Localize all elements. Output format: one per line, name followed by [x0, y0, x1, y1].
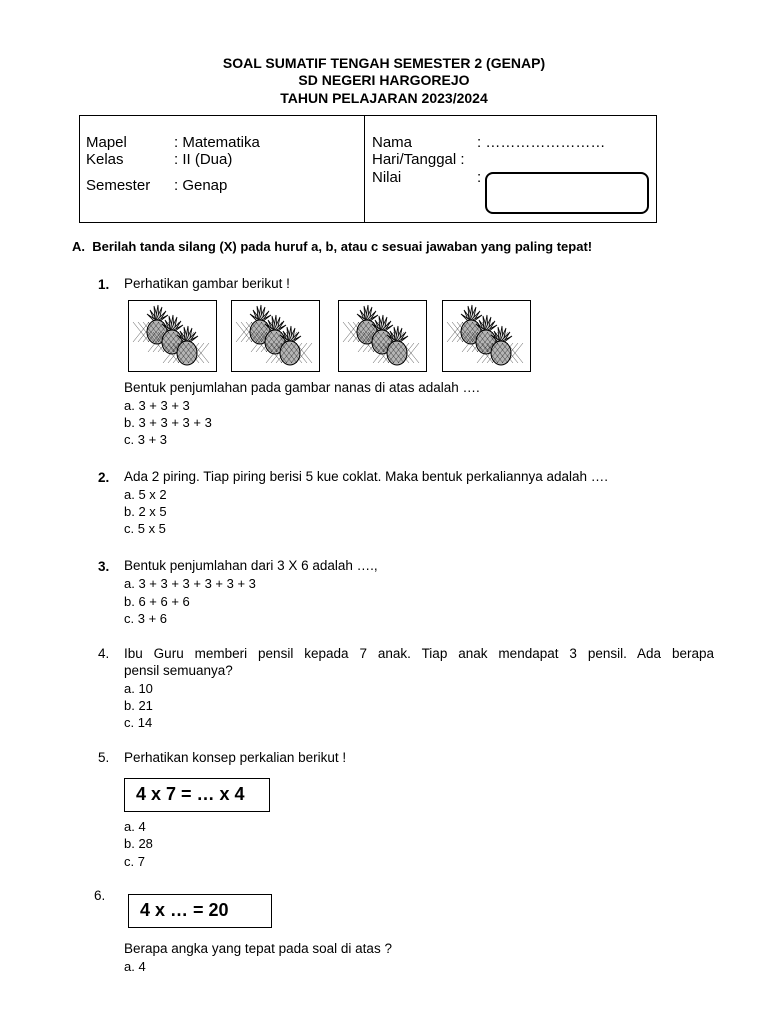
- question-2-text: Ada 2 piring. Tiap piring berisi 5 kue coklat. Maka bentuk perkaliannya adalah ….: [124, 469, 609, 484]
- question-2-number: 2.: [98, 470, 110, 485]
- nama-field[interactable]: : ……………………: [477, 134, 606, 151]
- section-instruction: [72, 239, 592, 254]
- option-5b[interactable]: b. 28: [124, 836, 153, 851]
- option-2a[interactable]: a. 5 x 2: [124, 487, 167, 502]
- pineapple-icon: [339, 301, 425, 370]
- option-5c[interactable]: c. 7: [124, 854, 145, 869]
- question-4-number: 4.: [98, 646, 110, 661]
- pineapple-icon: [443, 301, 529, 370]
- nama-label: Nama: [372, 134, 413, 151]
- pineapple-picture-4: [442, 300, 531, 372]
- formula-box-6: 4 x … = 20: [128, 894, 272, 928]
- question-3-number: 3.: [98, 559, 110, 574]
- option-2b[interactable]: b. 2 x 5: [124, 504, 167, 519]
- option-4a[interactable]: a. 10: [124, 681, 153, 696]
- question-1-prompt: Bentuk penjumlahan pada gambar nanas di atas adalah ….: [124, 380, 480, 395]
- pineapple-icon: [232, 301, 318, 370]
- option-2c[interactable]: c. 5 x 5: [124, 521, 166, 536]
- section-letter: A.: [72, 239, 85, 254]
- option-1b[interactable]: b. 3 + 3 + 3 + 3: [124, 415, 212, 430]
- option-1c[interactable]: c. 3 + 3: [124, 432, 167, 447]
- option-3a[interactable]: a. 3 + 3 + 3 + 3 + 3 + 3: [124, 576, 256, 591]
- option-3b[interactable]: b. 6 + 6 + 6: [124, 594, 190, 609]
- option-1a[interactable]: a. 3 + 3 + 3: [124, 398, 190, 413]
- question-5-number: 5.: [98, 750, 110, 765]
- kelas-value: : II (Dua): [174, 151, 233, 168]
- question-4-text: Ibu Guru memberi pensil kepada 7 anak. Tiap anak mendapat 3 pensil. Ada berapa: [124, 646, 714, 661]
- section-text: Berilah tanda silang (X) pada huruf a, b, atau c sesuai jawaban yang paling tepat!: [92, 239, 593, 254]
- nilai-colon: :: [477, 169, 482, 186]
- option-4b[interactable]: b. 21: [124, 698, 153, 713]
- option-4c[interactable]: c. 14: [124, 715, 153, 730]
- formula-box-5: 4 x 7 = … x 4: [124, 778, 270, 812]
- pineapple-picture-2: [231, 300, 320, 372]
- question-1-text: Perhatikan gambar berikut !: [124, 276, 290, 291]
- header-school: SD NEGERI HARGOREJO: [298, 72, 470, 88]
- nilai-box[interactable]: [485, 172, 649, 214]
- header-year: TAHUN PELAJARAN 2023/2024: [280, 90, 488, 106]
- question-4-text-cont: pensil semuanya?: [124, 663, 233, 678]
- header-title: SOAL SUMATIF TENGAH SEMESTER 2 (GENAP): [222, 55, 546, 71]
- info-divider: [364, 115, 365, 223]
- pineapple-picture-3: [338, 300, 427, 372]
- pineapple-picture-1: [128, 300, 217, 372]
- kelas-label: Kelas: [86, 151, 124, 168]
- option-3c[interactable]: c. 3 + 6: [124, 611, 167, 626]
- semester-label: Semester: [86, 177, 151, 194]
- question-5-text: Perhatikan konsep perkalian berikut !: [124, 750, 347, 765]
- semester-value: : Genap: [174, 177, 228, 194]
- option-6a[interactable]: a. 4: [124, 959, 146, 974]
- question-6-text: Berapa angka yang tepat pada soal di atas ?: [124, 941, 392, 956]
- mapel-value: : Matematika: [174, 134, 260, 151]
- question-3-text: Bentuk penjumlahan dari 3 X 6 adalah ….,: [124, 558, 378, 573]
- question-1-number: 1.: [98, 277, 110, 292]
- pineapple-icon: [129, 301, 215, 370]
- question-6-number: 6.: [94, 888, 106, 903]
- mapel-label: Mapel: [86, 134, 127, 151]
- option-5a[interactable]: a. 4: [124, 819, 146, 834]
- nilai-label: Nilai: [372, 169, 402, 186]
- hari-tanggal-label: Hari/Tanggal :: [372, 151, 465, 168]
